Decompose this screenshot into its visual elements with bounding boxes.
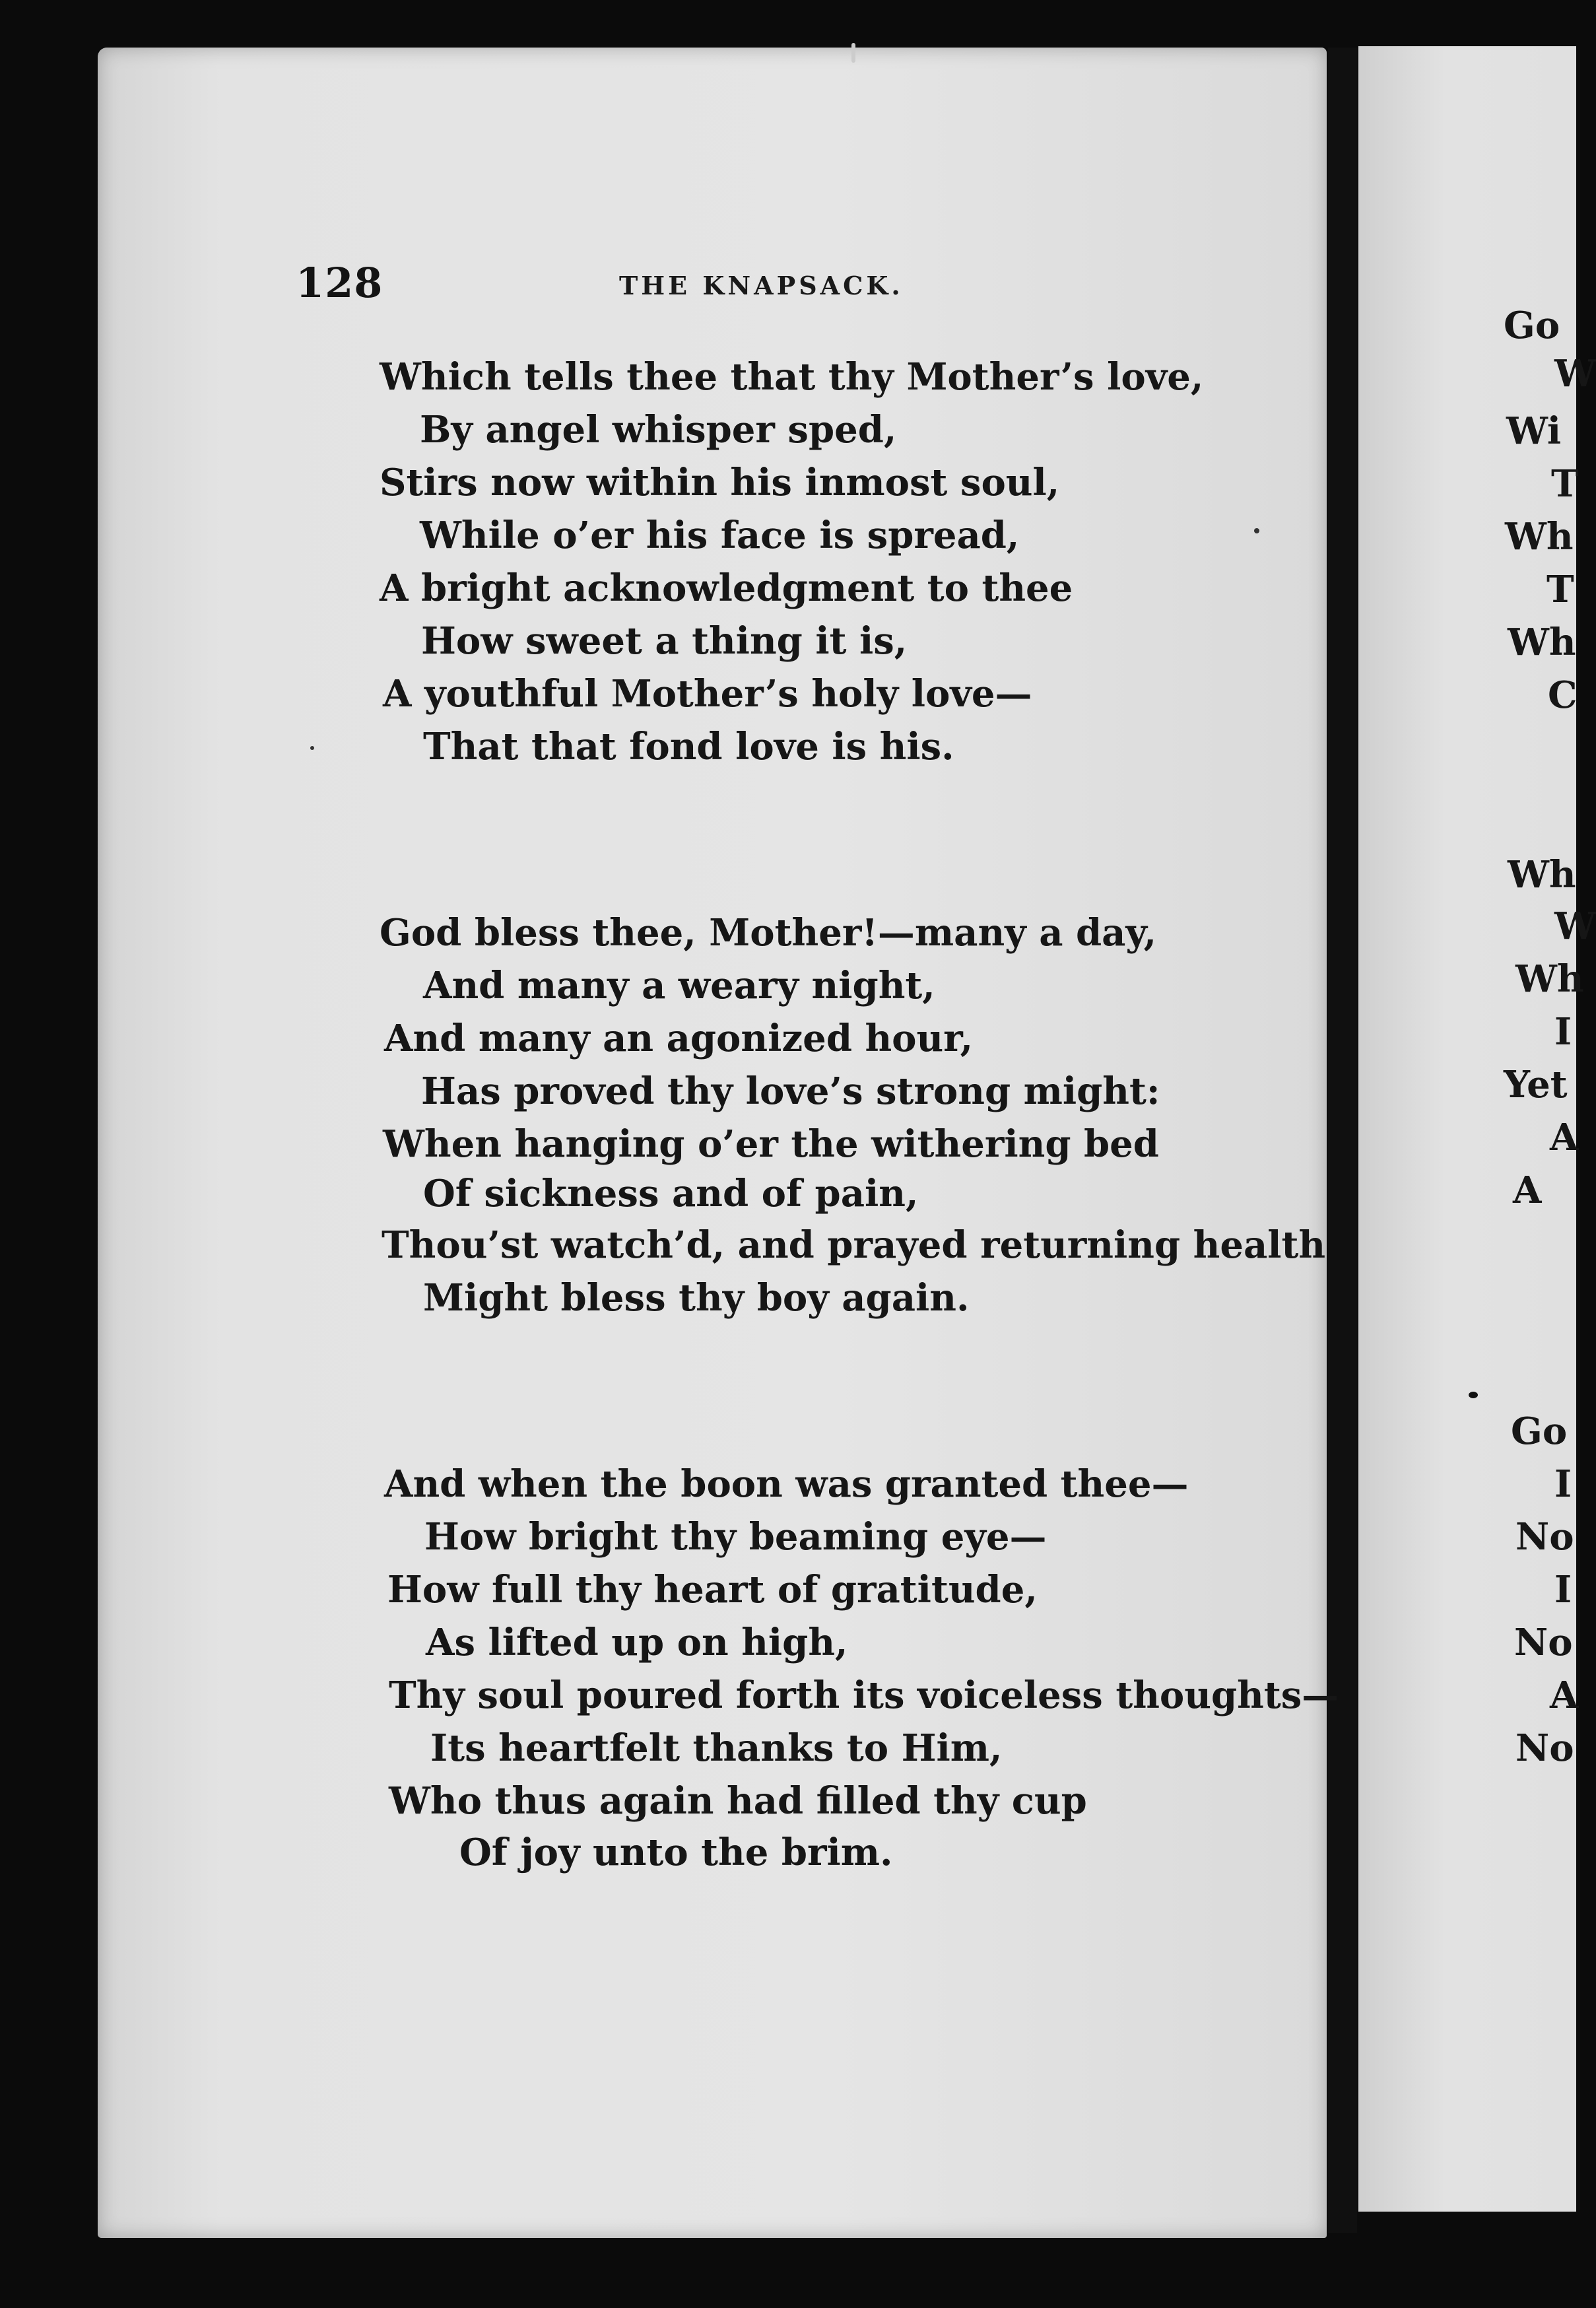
- scan-speck: [1469, 1392, 1478, 1398]
- running-head: [296, 259, 1312, 305]
- verse-line: Has proved thy love’s strong might:: [421, 1069, 1160, 1113]
- verse-line: Stirs now within his inmost soul,: [380, 461, 1060, 504]
- right-page-edge: [1358, 46, 1579, 2212]
- facing-line: A: [1513, 1169, 1542, 1212]
- facing-line: Wh: [1505, 515, 1574, 559]
- facing-line: Wh: [1515, 957, 1584, 1001]
- facing-line: I: [1554, 1010, 1572, 1054]
- facing-line: T: [1551, 462, 1579, 506]
- scan-speck: [851, 43, 855, 63]
- verse-line: A bright acknowledgment to thee: [380, 566, 1073, 610]
- facing-line: A: [1550, 1116, 1579, 1159]
- verse-line: Its heartfelt thanks to Him,: [430, 1726, 1003, 1770]
- facing-line: T: [1546, 568, 1574, 611]
- verse-line: And many an agonized hour,: [384, 1017, 974, 1060]
- running-title: THE KNAPSACK.: [619, 271, 904, 300]
- verse-line: Of joy unto the brim.: [459, 1831, 893, 1874]
- verse-line: Which tells thee that thy Mother’s love,: [380, 355, 1204, 399]
- verse-line: And many a weary night,: [423, 964, 935, 1007]
- verse-line: Might bless thy boy again.: [423, 1276, 970, 1320]
- page-number: 128: [296, 259, 383, 307]
- facing-line: Go: [1511, 1409, 1568, 1453]
- verse-line: A youthful Mother’s holy love—: [383, 672, 1032, 716]
- verse-line: Thou’st watch’d, and prayed returning health: [382, 1223, 1326, 1267]
- verse-line: God bless thee, Mother!—many a day,: [380, 911, 1157, 955]
- verse-line: Who thus again had filled thy cup: [389, 1779, 1087, 1823]
- verse-line: Of sickness and of pain,: [423, 1172, 919, 1215]
- facing-line: W: [1554, 904, 1596, 948]
- verse-line: How full thy heart of gratitude,: [387, 1568, 1038, 1612]
- verse-line: While o’er his face is spread,: [420, 514, 1020, 557]
- verse-line: When hanging o’er the withering bed: [383, 1122, 1159, 1166]
- book-gutter: [1328, 48, 1357, 2233]
- facing-line: No: [1514, 1621, 1573, 1664]
- facing-line: No: [1515, 1726, 1574, 1770]
- verse-line: How sweet a thing it is,: [421, 619, 908, 663]
- facing-line: Go: [1504, 304, 1560, 347]
- facing-line: W: [1554, 352, 1596, 395]
- facing-line: Wi: [1506, 409, 1562, 453]
- verse-line: By angel whisper sped,: [420, 408, 897, 452]
- facing-line: C: [1548, 673, 1578, 717]
- verse-line: That that fond love is his.: [423, 725, 954, 768]
- facing-line: Wh: [1508, 853, 1576, 897]
- verse-line: How bright thy beaming eye—: [424, 1515, 1047, 1559]
- verse-line: Thy soul poured forth its voiceless thoughts—: [389, 1674, 1339, 1717]
- verse-line: And when the boon was granted thee—: [384, 1462, 1189, 1506]
- facing-line: A: [1550, 1674, 1579, 1717]
- scan-speck: [310, 746, 314, 750]
- facing-line: No: [1515, 1515, 1574, 1559]
- scan-speck: [1254, 528, 1259, 533]
- facing-line: I: [1554, 1568, 1572, 1612]
- verse-line: As lifted up on high,: [426, 1621, 848, 1664]
- facing-line: Yet: [1504, 1063, 1568, 1106]
- facing-line: Wh: [1508, 621, 1576, 664]
- facing-line: I: [1554, 1462, 1572, 1506]
